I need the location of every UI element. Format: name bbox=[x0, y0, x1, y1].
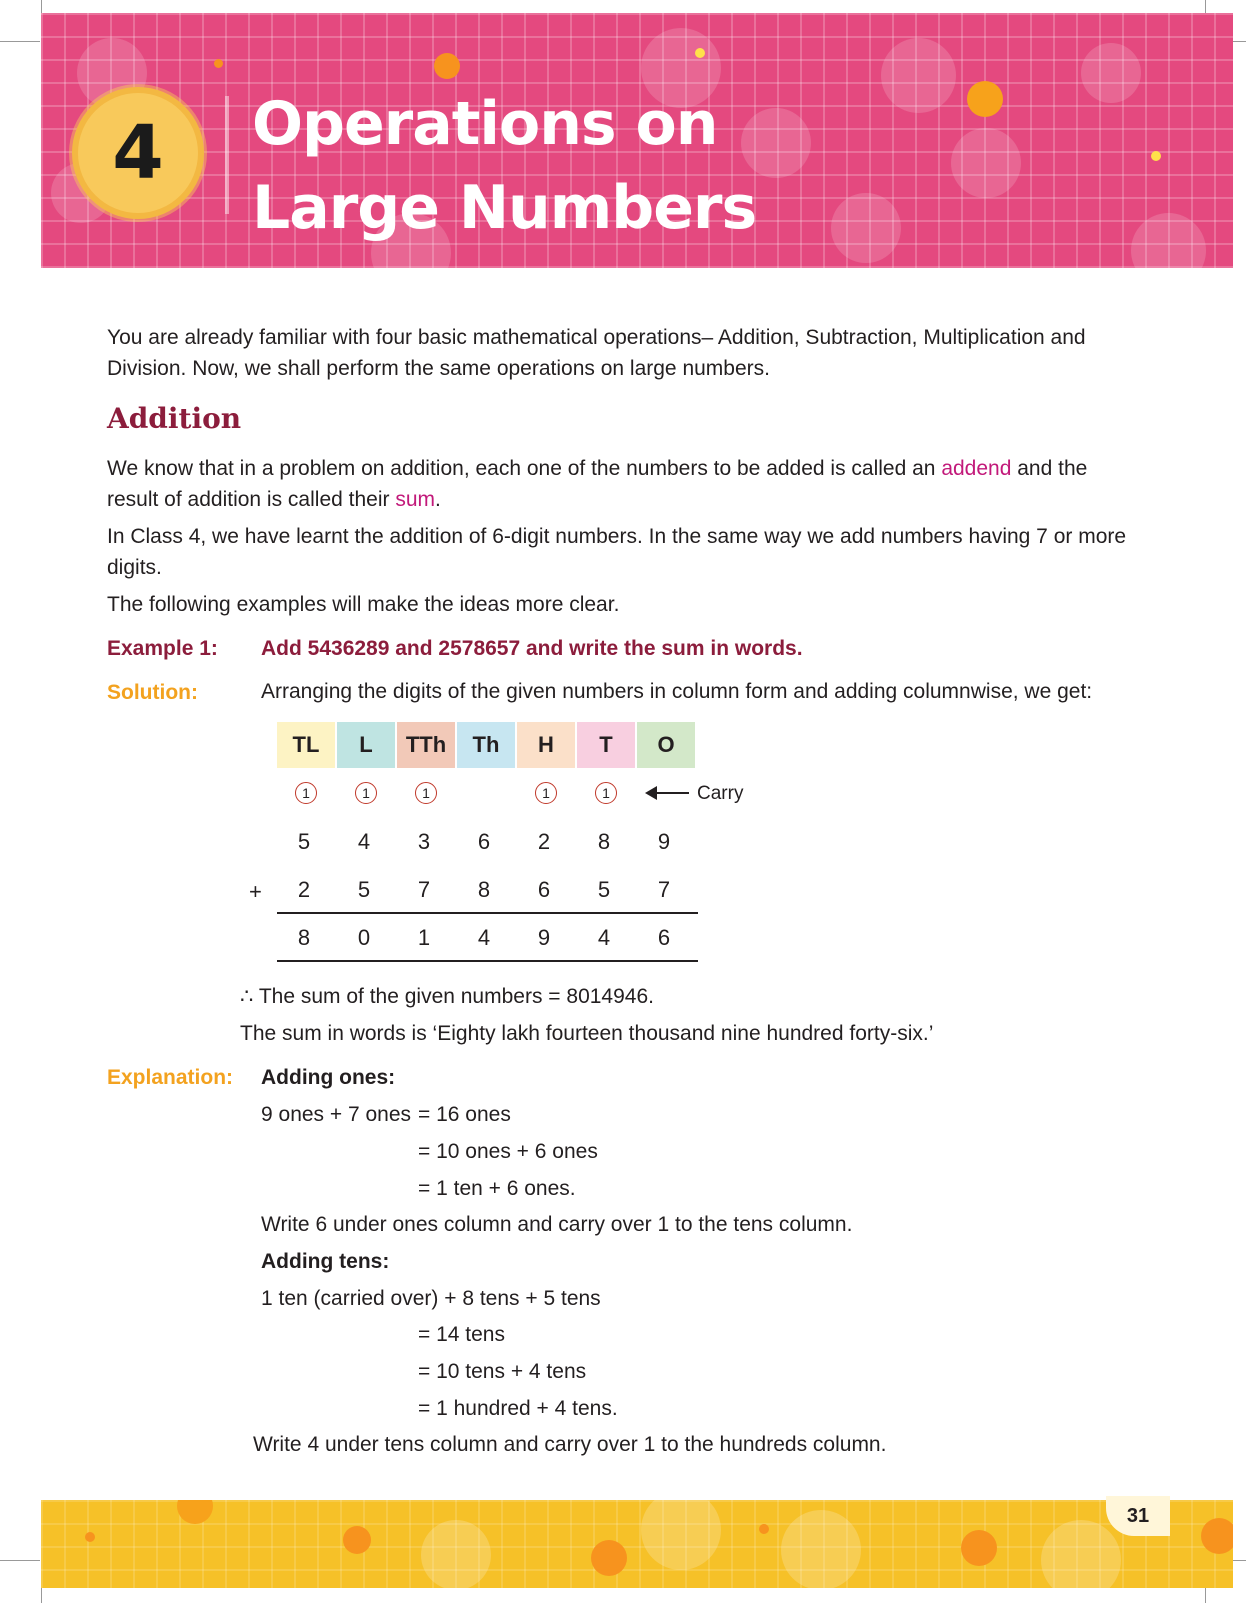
addend-1-digit: 3 bbox=[417, 829, 431, 854]
decor-bubble bbox=[781, 1510, 861, 1588]
addend-2-digit: 5 bbox=[357, 877, 371, 902]
decor-bubble bbox=[1081, 43, 1141, 103]
decor-dot bbox=[434, 53, 460, 79]
sum-in-words: The sum in words is ‘Eighty lakh fourteen thousand nine hundred forty-six.’ bbox=[240, 1022, 934, 1045]
decor-dot bbox=[759, 1524, 769, 1534]
addend-1-digit: 5 bbox=[297, 829, 311, 854]
addend-2-digit: 2 bbox=[297, 877, 311, 902]
solution-text: Arranging the digits of the given numbers in column form and adding columnwise, we get: bbox=[261, 680, 1093, 703]
carry-digit: 1 bbox=[415, 782, 437, 804]
decor-dot bbox=[214, 59, 223, 68]
term-addend: addend bbox=[941, 457, 1012, 480]
sum-statement: ∴ The sum of the given numbers = 8014946. bbox=[240, 985, 654, 1008]
place-value-header: TTh bbox=[397, 722, 455, 768]
place-value-header: Th bbox=[457, 722, 515, 768]
left-arrow-icon bbox=[647, 792, 689, 794]
explanation-label: Explanation: bbox=[107, 1066, 234, 1089]
decor-dot bbox=[85, 1532, 95, 1542]
addend-2-digit: 7 bbox=[417, 877, 431, 902]
term-sum: sum bbox=[395, 488, 436, 511]
sum-digit: 4 bbox=[597, 925, 611, 950]
carry-digit: 1 bbox=[595, 782, 617, 804]
sum-digit: 8 bbox=[297, 925, 311, 950]
page-number: 31 bbox=[1106, 1496, 1170, 1536]
ones-step-2: = 10 ones + 6 ones bbox=[418, 1140, 598, 1163]
decor-dot bbox=[1201, 1518, 1233, 1554]
decor-dot bbox=[177, 1500, 213, 1524]
decor-bubble bbox=[951, 128, 1021, 198]
tens-note: Write 4 under tens column and carry over 1 to the hundreds column. bbox=[253, 1433, 887, 1456]
tens-step-1: 1 ten (carried over) + 8 tens + 5 tens bbox=[261, 1287, 601, 1310]
sum-digit: 4 bbox=[477, 925, 491, 950]
solution-label: Solution: bbox=[107, 681, 198, 704]
chapter-title-line-2: Large Numbers bbox=[252, 173, 757, 243]
tens-step-4: = 1 hundred + 4 tens. bbox=[418, 1397, 618, 1420]
adding-ones-heading: Adding ones: bbox=[261, 1066, 396, 1089]
decor-bubble bbox=[1041, 1520, 1121, 1588]
decor-bubble bbox=[1131, 213, 1206, 268]
sum-digit: 6 bbox=[657, 925, 671, 950]
ones-step-3: = 1 ten + 6 ones. bbox=[418, 1177, 576, 1200]
ones-step-1a: 9 ones + 7 ones bbox=[261, 1103, 412, 1126]
decor-dot bbox=[961, 1530, 997, 1566]
intro-paragraph: You are already familiar with four basic mathematical operations– Addition, Subtraction, Multiplication and Division. Now, we shall perform the same operations on large numbers. bbox=[107, 326, 1086, 380]
text-run: and the result of addition is called their bbox=[107, 457, 1088, 511]
carry-digit: 1 bbox=[295, 782, 317, 804]
addend-2-digit: 6 bbox=[537, 877, 551, 902]
place-value-header: O bbox=[637, 722, 695, 768]
tens-step-3: = 10 tens + 4 tens bbox=[418, 1360, 587, 1383]
decor-dot bbox=[1151, 151, 1161, 161]
decor-dot bbox=[591, 1540, 627, 1576]
sum-digit: 1 bbox=[417, 925, 431, 950]
chapter-title-line-1: Operations on bbox=[252, 89, 718, 159]
carry-digit: 1 bbox=[535, 782, 557, 804]
addend-1-digit: 9 bbox=[657, 829, 671, 854]
addition-paragraph-2: In Class 4, we have learnt the addition of 6-digit numbers. In the same way we add numbers having 7 or more digits. bbox=[107, 525, 1127, 579]
addend-1-digit: 6 bbox=[477, 829, 491, 854]
carry-digit: 1 bbox=[355, 782, 377, 804]
decor-bubble bbox=[881, 38, 956, 113]
text-run: We know that in a problem on addition, each one of the numbers to be added is called an bbox=[107, 457, 942, 480]
text-run: . bbox=[435, 488, 441, 511]
addend-1-digit: 2 bbox=[537, 829, 551, 854]
addend-2-digit: 5 bbox=[597, 877, 611, 902]
plus-sign: + bbox=[249, 879, 262, 904]
addend-2-digit: 7 bbox=[657, 877, 671, 902]
title-divider bbox=[225, 96, 229, 214]
sum-rule-top bbox=[277, 912, 698, 914]
section-heading-addition: Addition bbox=[107, 402, 242, 435]
place-value-header: T bbox=[577, 722, 635, 768]
place-value-header: L bbox=[337, 722, 395, 768]
addend-1-digit: 4 bbox=[357, 829, 371, 854]
ones-note: Write 6 under ones column and carry over 1 to the tens column. bbox=[261, 1213, 853, 1236]
carry-label: Carry bbox=[697, 783, 744, 804]
addition-paragraph-3: The following examples will make the ideas more clear. bbox=[107, 593, 620, 616]
addend-1-digit: 8 bbox=[597, 829, 611, 854]
ones-step-1b: = 16 ones bbox=[418, 1103, 511, 1126]
chapter-title bbox=[252, 82, 756, 250]
place-value-header: TL bbox=[277, 722, 335, 768]
decor-dot bbox=[695, 48, 705, 58]
addend-2-digit: 8 bbox=[477, 877, 491, 902]
tens-step-2: = 14 tens bbox=[418, 1323, 505, 1346]
example-label: Example 1: bbox=[107, 637, 218, 660]
footer-band bbox=[41, 1500, 1233, 1588]
decor-dot bbox=[967, 81, 1003, 117]
decor-bubble bbox=[641, 1500, 721, 1570]
adding-tens-heading: Adding tens: bbox=[261, 1250, 390, 1273]
chapter-number-badge: 4 bbox=[78, 93, 198, 213]
decor-bubble bbox=[831, 193, 901, 263]
sum-digit: 0 bbox=[357, 925, 371, 950]
decor-dot bbox=[343, 1526, 371, 1554]
place-value-header: H bbox=[517, 722, 575, 768]
decor-bubble bbox=[421, 1520, 491, 1588]
addition-paragraph-1 bbox=[107, 453, 1142, 515]
example-question: Add 5436289 and 2578657 and write the sum in words. bbox=[261, 637, 803, 660]
crop-mark bbox=[0, 1560, 40, 1561]
sum-rule-bottom bbox=[277, 960, 698, 962]
crop-mark bbox=[0, 41, 40, 42]
sum-digit: 9 bbox=[537, 925, 551, 950]
